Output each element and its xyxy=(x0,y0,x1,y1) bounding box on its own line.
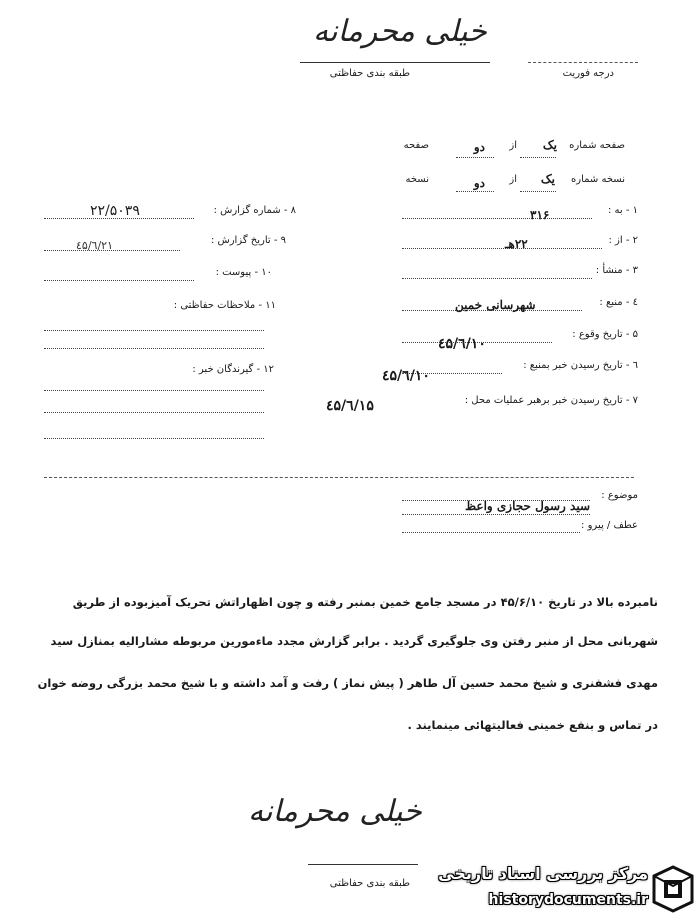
classification-label-top: طبقه بندی حفاظتی xyxy=(329,68,410,79)
watermark-block xyxy=(420,858,700,919)
field-recipients-label: ۱۲ - گیرندگان خبر : xyxy=(192,364,274,375)
subject-dots-2 xyxy=(402,514,590,515)
field-attachment-dots xyxy=(44,280,194,281)
field-security-notes-label: ۱۱ - ملاحظات حفاظتی : xyxy=(173,300,276,311)
field-operations-received-date-label: ۷ - تاریخ رسیدن خبر برهبر عملیات محل : xyxy=(464,395,638,406)
field-to-value: ۳۱۶ xyxy=(530,208,550,222)
page-number-row xyxy=(395,138,625,158)
field-from-label: ۲ - از : xyxy=(608,235,638,246)
body-line-2: شهربانی محل از منبر رفتن وی جلوگیری گردید . برابر گزارش مجدد ماءمورین مربوطه مشارالیه بمنازل سید xyxy=(50,634,658,648)
body-line-4: در تماس و بنفع خمینی فعالیتهائی مینمایند . xyxy=(407,718,658,732)
field-origin-label: ۳ - منشأ : xyxy=(595,265,638,276)
priority-rule xyxy=(528,62,638,63)
field-security-notes-dots-1 xyxy=(44,330,264,331)
reference-dots xyxy=(402,532,580,533)
field-occurrence-date-label: ۵ - تاریخ وقوع : xyxy=(572,329,638,340)
page-number-value: یک xyxy=(542,138,557,152)
body-line-3: مهدی فشفنری و شیخ محمد حسین آل طاهر ( پیش نماز ) رفت و آمد داشته و با شیخ محمد بزرگی روضه خوان xyxy=(37,676,658,690)
field-origin-dots xyxy=(402,278,592,279)
copy-total-dots xyxy=(456,191,494,192)
field-report-number-label: ۸ - شماره گزارش : xyxy=(213,205,296,216)
field-recipients-dots-3 xyxy=(44,438,264,439)
page-of-label: از xyxy=(509,140,517,151)
classification-label-bottom: طبقه بندی حفاظتی xyxy=(329,878,410,889)
watermark-title: مرکز بررسی اسناد تاریخی xyxy=(438,864,648,883)
copy-number-dots xyxy=(520,191,556,192)
field-source-received-date-value: ٤۵/٦/١٠ xyxy=(382,368,430,384)
copy-total-value: دو xyxy=(473,176,485,190)
copy-number-value: یک xyxy=(540,172,555,186)
field-attachment-label: ۱۰ - پیوست : xyxy=(215,267,272,278)
copy-of-label: از xyxy=(509,174,517,185)
classification-rule-top xyxy=(300,62,490,63)
field-occurrence-date-value: ٤۵/٦/١٠ xyxy=(438,336,486,352)
page-number-label: صفحه شماره xyxy=(569,140,625,151)
classification-stamp-bottom: خیلی محرمانه xyxy=(248,794,422,829)
watermark-url: historydocuments.ir xyxy=(488,892,648,908)
field-to-label: ۱ - به : xyxy=(607,205,638,216)
copy-number-label: نسخه شماره xyxy=(571,174,625,185)
field-from-dots xyxy=(402,248,602,249)
field-source-value: شهرسانی خمین xyxy=(455,298,536,312)
copy-suffix-label: نسخه xyxy=(405,174,429,185)
subject-value: سید رسول حجازی واعظ xyxy=(465,499,590,513)
field-report-date-value: ٤۵/٦/٢١ xyxy=(76,239,113,252)
field-report-number-value: ۲۲/۵۰۳۹ xyxy=(90,203,140,219)
field-from-value: ۲۲هـ xyxy=(505,237,528,251)
reference-label: عطف / پیرو : xyxy=(581,520,638,531)
subject-label: موضوع : xyxy=(601,490,638,501)
field-source-label: ٤ - منبع : xyxy=(599,297,638,308)
page-total-dots xyxy=(456,157,494,158)
field-recipients-dots-2 xyxy=(44,412,264,413)
section-separator xyxy=(44,477,634,478)
page-total-value: دو xyxy=(473,140,485,154)
priority-label: درجه فوریت xyxy=(562,68,614,79)
body-line-1: نامبرده بالا در تاریخ ۴۵/۶/۱۰ در مسجد جامع خمین بمنبر رفته و چون اظهاراتش تحریک آمیزبوده از طریق xyxy=(72,595,658,609)
archive-logo-icon xyxy=(650,864,696,914)
classification-stamp-top: خیلی محرمانه xyxy=(313,14,487,49)
page-number-dots xyxy=(520,157,556,158)
field-security-notes-dots-2 xyxy=(44,348,264,349)
field-to-dots xyxy=(402,218,592,219)
field-recipients-dots-1 xyxy=(44,390,264,391)
copy-number-row xyxy=(395,172,625,192)
page-suffix-label: صفحه xyxy=(403,140,429,151)
field-operations-received-date-value: ٤۵/٦/١۵ xyxy=(326,398,374,414)
classification-rule-bottom xyxy=(308,864,418,865)
field-source-received-date-label: ٦ - تاریخ رسیدن خبر بمنبع : xyxy=(523,360,638,371)
field-report-date-label: ۹ - تاریخ گزارش : xyxy=(210,235,286,246)
